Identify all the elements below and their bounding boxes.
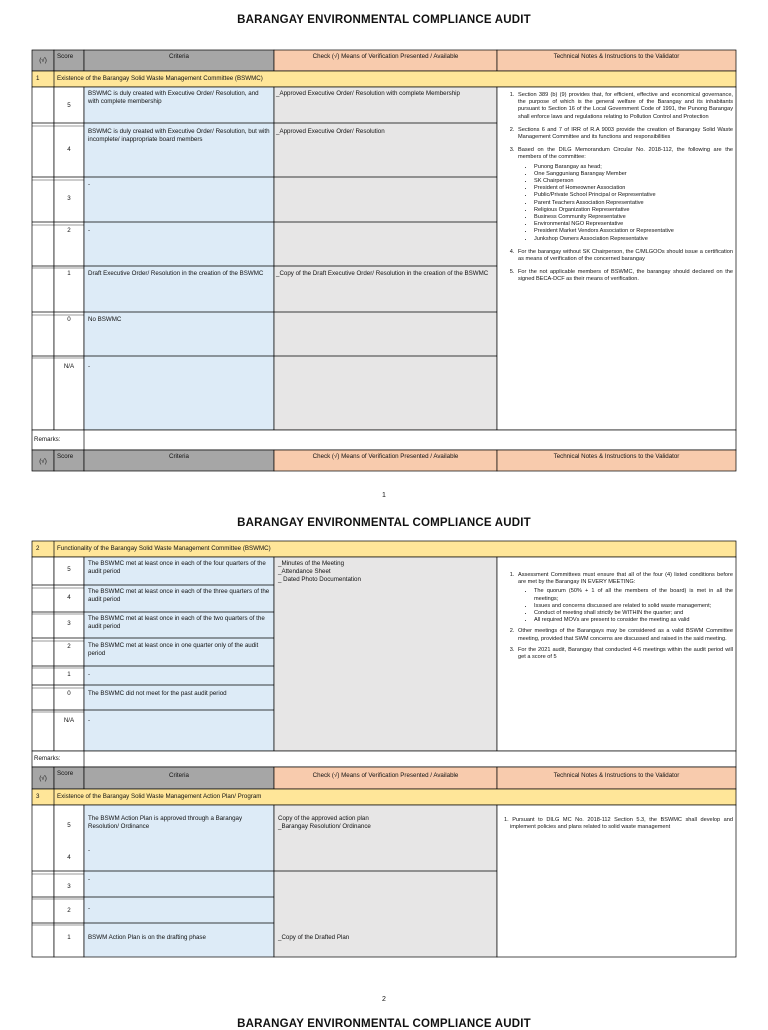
note-item <box>516 147 733 243</box>
score-header: Score <box>57 53 74 60</box>
note-item: 1. Section 389 (b) (9) provides that, for efficient, effective and economical governance, the purpose of which is the general welfare of the Barangay and its inhabitants pursuant to Section 16 of the Local Government Code of 1991, the Punong Barangay shall enforce laws and regulations relating to Pollution Control and Protection <box>516 92 733 121</box>
condition-item: • Issues and concerns discussed are related to solid waste management; <box>534 603 733 610</box>
verification-cell: _Copy of the Drafted Plan <box>278 934 350 941</box>
member-item: • President of Homeowner Association <box>534 185 733 192</box>
score-cell: 4 <box>67 854 71 861</box>
member-item: • Parent Teachers Association Representative <box>534 200 733 207</box>
criteria-header: Criteria <box>169 53 189 60</box>
criteria-cell: - <box>88 181 91 188</box>
verification-header: Check (√) Means of Verification Presented / Available <box>312 772 459 779</box>
technical-notes <box>500 817 733 831</box>
verification-cell: _Approved Executive Order/ Resolution with complete Membership <box>276 90 460 97</box>
member-item: • One Sangguniang Barangay Member <box>534 171 733 178</box>
condition-item: • All required MOVs are present to consider the meeting as valid <box>534 617 733 624</box>
section-number: 1 <box>36 75 40 82</box>
verification-item: _Attendance Sheet <box>278 568 331 575</box>
note-item: 2. Other meetings of the Barangays may be considered as a valid BSWM Committee meeting, provided that SWM concerns are discussed and raised in the said meeting. <box>516 628 733 642</box>
criteria-cell: The BSWMC did not meet for the past audit period <box>88 690 227 697</box>
criteria-cell: The BSWMC met at least once in each of the four quarters of the audit period <box>88 560 266 575</box>
score-cell: 3 <box>67 195 71 202</box>
condition-item: • Conduct of meeting shall strictly be WITHIN the quarter; and <box>534 610 733 617</box>
score-cell: 2 <box>67 907 71 914</box>
check-header: (√) <box>39 458 47 465</box>
score-cell: 5 <box>67 102 71 109</box>
member-item: • Environmental NGO Representative <box>534 221 733 228</box>
notes-header: Technical Notes & Instructions to the Validator <box>553 772 680 779</box>
member-item: • Business Community Representative <box>534 214 733 221</box>
member-item: • Punong Barangay as head; <box>534 164 733 171</box>
criteria-cell: Draft Executive Order/ Resolution in the creation of the BSWMC <box>88 270 264 277</box>
page-number: 1 <box>382 492 386 499</box>
member-item: • Junkshop Owners Association Representative <box>534 236 733 243</box>
score-header: Score <box>57 453 74 460</box>
score-cell: N/A <box>63 717 75 724</box>
note-item <box>516 572 733 624</box>
condition-item: • The quorum (50% + 1 of all the members of the board) is met in all the meetings; <box>534 588 733 602</box>
section-title: Existence of the Barangay Solid Waste Management Committee (BSWMC) <box>57 75 263 82</box>
note-item-text: Assessment Committees must ensure that all of the four (4) listed conditions before are met by the Barangay IN EVERY MEETING: <box>518 572 733 586</box>
section-number: 3 <box>36 793 40 800</box>
section-title: Existence of the Barangay Solid Waste Management Action Plan/ Program <box>57 793 262 800</box>
score-cell: 3 <box>67 620 71 627</box>
score-cell: N/A <box>63 363 75 370</box>
criteria-header: Criteria <box>169 772 189 779</box>
note-item: 4. For the barangay without SK Chairperson, the C/MLGOOs should issue a certification as means of verification of the concerned barangay <box>516 249 733 263</box>
verification-item: _ Dated Photo Documentation <box>278 576 361 583</box>
criteria-cell: - <box>88 847 91 854</box>
score-cell: 4 <box>67 146 71 153</box>
notes-header: Technical Notes & Instructions to the Validator <box>553 453 680 460</box>
member-item: • President Market Vendors Association or Representative <box>534 228 733 235</box>
page-title: BARANGAY ENVIRONMENTAL COMPLIANCE AUDIT <box>237 1018 531 1030</box>
note-item: 2. Sections 6 and 7 of IRR of R.A 9003 provide the creation of Barangay Solid Waste Management Committee and its functions and responsibilities <box>516 127 733 141</box>
criteria-cell: BSWMC is duly created with Executive Order/ Resolution, and with complete membership <box>88 90 259 105</box>
verification-cell: Copy of the approved action plan _Barangay Resolution/ Ordinance <box>278 815 371 830</box>
note-item: 5. For the not applicable members of BSWMC, the barangay should declared on the signed BECA-DCF as their means of verification. <box>516 269 733 283</box>
page-title: BARANGAY ENVIRONMENTAL COMPLIANCE AUDIT <box>237 14 531 26</box>
criteria-cell: BSWM Action Plan is on the drafting phase <box>88 934 206 941</box>
notes-header: Technical Notes & Instructions to the Validator <box>553 53 680 60</box>
score-cell: 1 <box>67 671 71 678</box>
score-header: Score <box>57 770 74 777</box>
criteria-cell: The BSWMC met at least once in each of the two quarters of the audit period <box>88 615 265 630</box>
score-cell: 1 <box>67 270 71 277</box>
remarks-label: Remarks: <box>34 755 61 762</box>
technical-notes <box>500 92 733 290</box>
score-cell: 2 <box>67 643 71 650</box>
criteria-cell: - <box>88 227 91 234</box>
verification-cell: _Approved Executive Order/ Resolution <box>276 128 385 135</box>
criteria-cell: - <box>88 905 91 912</box>
verification-cell <box>278 560 494 584</box>
criteria-cell: - <box>88 717 91 724</box>
criteria-cell: No BSWMC <box>88 316 122 323</box>
score-cell: 2 <box>67 227 71 234</box>
technical-notes <box>500 572 733 665</box>
note-item: 3. For the 2021 audit, Barangay that conducted 4-6 meetings within the audit period will get a score of 5 <box>516 647 733 661</box>
member-item: • SK Chairperson <box>534 178 733 185</box>
score-cell: 5 <box>67 566 71 573</box>
note-item: 1. Pursuant to DILG MC No. 2018-112 Section 5.3, the BSWMC shall develop and implement policies and plans related to solid waste management <box>504 817 733 831</box>
score-cell: 0 <box>67 690 71 697</box>
score-cell: 0 <box>67 316 71 323</box>
criteria-cell: - <box>88 671 91 678</box>
verification-header: Check (√) Means of Verification Presented / Available <box>312 53 459 60</box>
score-cell: 3 <box>67 883 71 890</box>
remarks-label: Remarks: <box>34 436 61 443</box>
score-cell: 5 <box>67 822 71 829</box>
section-number: 2 <box>36 545 40 552</box>
criteria-cell: - <box>88 876 91 883</box>
note-item-text: Based on the DILG Memorandum Circular No. 2018-112, the following are the members of the committee: <box>518 147 733 161</box>
section-title: Functionality of the Barangay Solid Waste Management Committee (BSWMC) <box>57 545 271 552</box>
criteria-cell: The BSWM Action Plan is approved through a Barangay Resolution/ Ordinance <box>88 815 243 830</box>
criteria-cell: BSWMC is duly created with Executive Order/ Resolution, but with incomplete/ inappropriate board members <box>88 128 270 143</box>
member-item: • Religious Organization Representative <box>534 207 733 214</box>
page-title: BARANGAY ENVIRONMENTAL COMPLIANCE AUDIT <box>237 517 531 529</box>
verification-item: _Minutes of the Meeting <box>278 560 345 567</box>
criteria-header: Criteria <box>169 453 189 460</box>
check-header: (√) <box>39 775 47 782</box>
verification-header: Check (√) Means of Verification Presented / Available <box>312 453 459 460</box>
member-item: • Public/Private School Principal or Representative <box>534 192 733 199</box>
criteria-cell: The BSWMC met at least once in one quarter only of the audit period <box>88 642 259 657</box>
score-cell: 4 <box>67 594 71 601</box>
score-cell: 1 <box>67 934 71 941</box>
check-header: (√) <box>39 57 47 64</box>
criteria-cell: The BSWMC met at least once in each of the three quarters of the audit period <box>88 588 270 603</box>
criteria-cell: - <box>88 363 91 370</box>
page-number: 2 <box>382 996 386 1003</box>
verification-cell: _Copy of the Draft Executive Order/ Resolution in the creation of the BSWMC <box>276 270 489 277</box>
